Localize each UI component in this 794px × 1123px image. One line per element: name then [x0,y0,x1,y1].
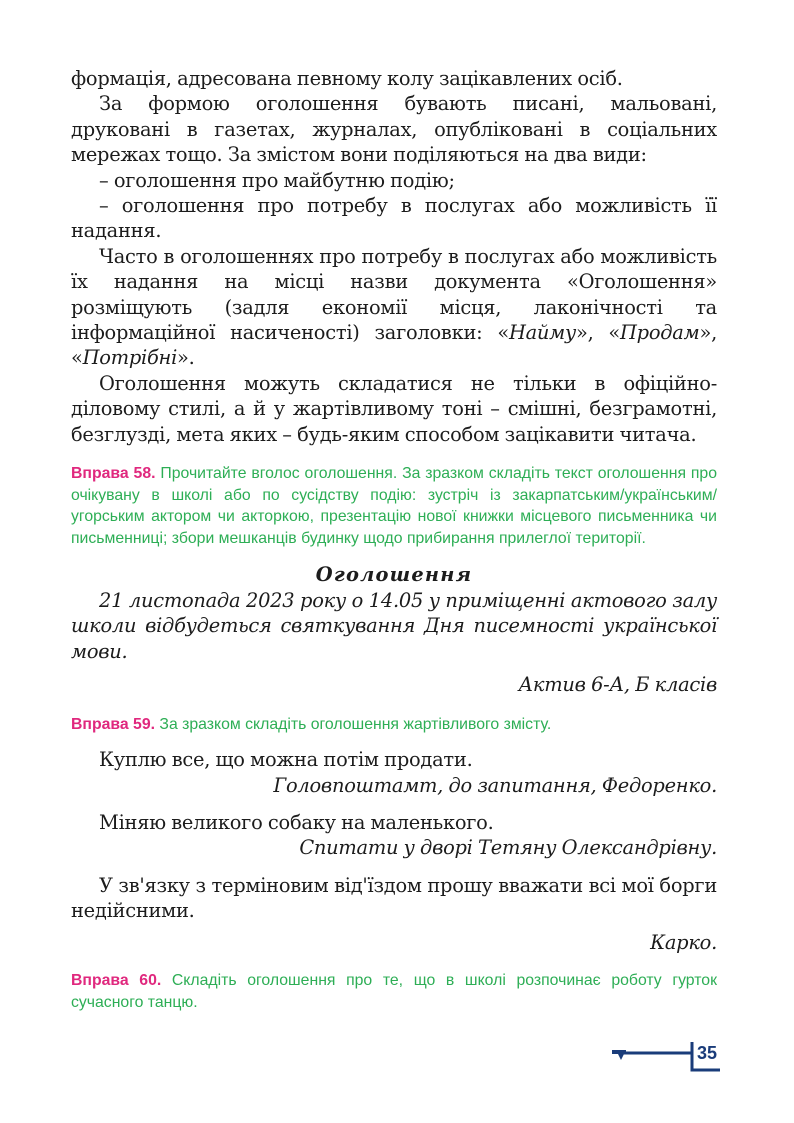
joke-ad-text: У зв'язку з терміновим від'їздом прошу вважати всі мої борги недійсними. [71,873,717,923]
bullet-services: – оголошення про потребу в послугах або можливість її надання. [71,194,717,243]
sample-body: 21 листопада 2023 року о 14.05 у приміщенні актового залу школи відбудеться святкування Дня писемності української мови. [71,588,717,663]
separator: », « [575,321,621,345]
textbook-page [71,66,717,1013]
heading-example-hire: Найму [508,321,576,345]
sample-title: Оголошення [315,563,473,587]
joke-ad-signature: Головпоштамт, до запитання, Федоренко. [273,773,717,797]
paragraph-style: Оголошення можуть складатися не тільки в офіційно-діловому стилі, а й у жартівливому тоні – смішні, безграмотні, безглузді, мета яких – будь-яким способом зацікавити читача. [71,371,717,446]
joke-ad-signature: Спитати у дворі Тетяну Олександрівну. [299,836,717,860]
exercise-60-label: Вправа 60. [71,971,162,989]
bullet-future-event: – оголошення про майбутню подію; [99,168,455,192]
exercise-59-label: Вправа 59. [71,715,156,733]
exercise-58-label: Вправа 58. [71,465,156,483]
headings-text: Часто в оголошеннях про потребу в послугах або можливість їх надання на місці назви документа «Оголошення» розміщують (задля економії місця, лаконічності та інформаційної насиченості) заголовки: « [71,244,717,345]
closing-quote: ». [177,346,195,370]
exercise-58-text: Прочитайте вголос оголошення. За зразком складіть текст оголошення про очікувану в школі або по сусідству подію: зустріч із закарпатським/українським/угорським актором чи акторкою, презентацію нової книжки місцевого письменника чи письменниці; збори мешканців будинку щодо прибирання прилеглої території. [71,465,717,547]
heading-example-needed: Потрібні [82,346,178,370]
heading-example-sell: Продам [620,321,700,345]
sample-signature: Актив 6-А, Б класів [518,673,717,697]
joke-ad-text: Куплю все, що можна потім продати. [99,748,473,772]
exercise-58 [71,463,717,549]
paragraph-continued: формація, адресована певному колу зацікавлених осіб. [71,67,623,90]
paragraph-forms: За формою оголошення бувають писані, мальовані, друковані в газетах, журналах, опубліковані в соціальних мережах тощо. За змістом вони поділяються на два види: [71,92,717,167]
page-number: 35 [697,1043,718,1063]
exercise-60 [71,970,717,1013]
exercise-59-text: За зразком складіть оголошення жартівливого змісту. [155,715,552,733]
exercise-60-text: Складіть оголошення про те, що в школі розпочинає роботу гурток сучасного танцю. [71,971,718,1011]
paragraph-headings [71,244,717,371]
joke-ad-signature: Карко. [650,930,717,954]
exercise-59 [71,714,717,736]
separator: », « [71,321,717,370]
joke-ad-text: Міняю великого собаку на маленького. [99,810,494,834]
